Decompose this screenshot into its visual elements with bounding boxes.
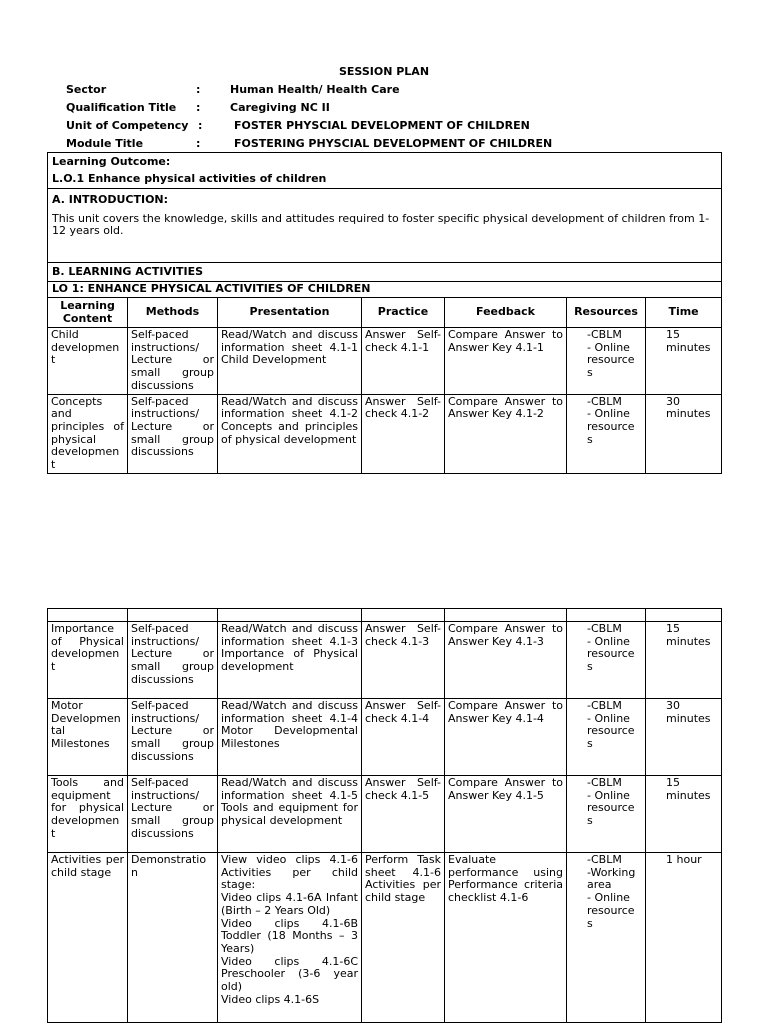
header-key: Unit of Competency [66, 119, 189, 132]
column-header-row [48, 298, 722, 328]
learning-activities-heading: B. LEARNING ACTIVITIES [48, 263, 722, 282]
cell-methods: Self-paced instructions/ Lecture or small group discussions [128, 622, 218, 699]
learning-outcome-lo: L.O.1 Enhance physical activities of children [52, 172, 327, 185]
empty-cell [218, 609, 362, 622]
empty-cell [48, 609, 128, 622]
learning-outcome-cell [48, 153, 722, 189]
header-value: FOSTERING PHYSCIAL DEVELOPMENT OF CHILDREN [234, 137, 553, 150]
cell-practice: Answer Self-check 4.1-1 [362, 328, 445, 395]
table-row [48, 776, 722, 853]
col-feedback: Feedback [445, 298, 567, 328]
empty-cell [362, 609, 445, 622]
learning-activities-row [48, 263, 722, 282]
cell-content: Motor Developmen tal Milestones [48, 699, 128, 776]
repeated-header-row [48, 609, 722, 622]
lo1-heading: LO 1: ENHANCE PHYSICAL ACTIVITIES OF CHILDREN [48, 282, 722, 298]
cell-resources: -CBLM - Online resource s [567, 622, 646, 699]
cell-time: 15 minutes [646, 622, 722, 699]
cell-presentation: Read/Watch and discuss information sheet 4.1-5 Tools and equipment for physical development [218, 776, 362, 853]
cell-resources: -CBLM - Online resource s [567, 394, 646, 473]
cell-resources: -CBLM - Online resource s [567, 699, 646, 776]
table-row [48, 394, 722, 473]
cell-content: Activities per child stage [48, 853, 128, 1023]
cell-practice: Answer Self-check 4.1-2 [362, 394, 445, 473]
table-row [48, 853, 722, 1023]
learning-outcome-row [48, 153, 722, 189]
cell-methods: Self-paced instructions/ Lecture or small group discussions [128, 394, 218, 473]
col-methods: Methods [128, 298, 218, 328]
table-row [48, 699, 722, 776]
cell-feedback: Compare Answer to Answer Key 4.1-4 [445, 699, 567, 776]
cell-time: 1 hour [646, 853, 722, 1023]
cell-time: 30 minutes [646, 699, 722, 776]
col-practice: Practice [362, 298, 445, 328]
empty-cell [445, 609, 567, 622]
header-colon: : [196, 101, 201, 114]
session-plan-table-continued [47, 608, 722, 1023]
cell-methods: Self-paced instructions/ Lecture or small group discussions [128, 328, 218, 395]
cell-resources: -CBLM -Working area - Online resource s [567, 853, 646, 1023]
col-resources: Resources [567, 298, 646, 328]
cell-presentation: View video clips 4.1-6 Activities per child stage: Video clips 4.1-6A Infant (Birth – 2 Years Old) Video clips 4.1-6B Toddler (18 Months – 3 Years) Video clips 4.1-6C Preschooler (3-6 year old) Video clips 4.1-6S [218, 853, 362, 1023]
col-presentation: Presentation [218, 298, 362, 328]
header-key: Module Title [66, 137, 144, 150]
session-plan-table [47, 152, 722, 474]
empty-cell [646, 609, 722, 622]
cell-content: Concepts and principles of physical developmen t [48, 394, 128, 473]
introduction-heading: A. INTRODUCTION: [52, 193, 169, 206]
cell-time: 30 minutes [646, 394, 722, 473]
cell-feedback: Compare Answer to Answer Key 4.1-3 [445, 622, 567, 699]
cell-content: Importance of Physical developmen t [48, 622, 128, 699]
cell-feedback: Compare Answer to Answer Key 4.1-5 [445, 776, 567, 853]
header-value: FOSTER PHYSCIAL DEVELOPMENT OF CHILDREN [234, 119, 530, 132]
cell-practice: Perform Task sheet 4.1-6 Activities per child stage [362, 853, 445, 1023]
cell-presentation: Read/Watch and discuss information sheet 4.1-3 Importance of Physical development [218, 622, 362, 699]
cell-time: 15 minutes [646, 776, 722, 853]
cell-methods: Self-paced instructions/ Lecture or small group discussions [128, 776, 218, 853]
cell-content: Tools and equipment for physical developmen t [48, 776, 128, 853]
empty-cell [128, 609, 218, 622]
header-key: Sector [66, 83, 107, 96]
cell-presentation: Read/Watch and discuss information sheet 4.1-2 Concepts and principles of physical development [218, 394, 362, 473]
header-key: Qualification Title [66, 101, 177, 114]
cell-practice: Answer Self-check 4.1-4 [362, 699, 445, 776]
cell-time: 15 minutes [646, 328, 722, 395]
introduction-row [48, 189, 722, 263]
cell-resources: -CBLM - Online resource s [567, 328, 646, 395]
cell-practice: Answer Self-check 4.1-3 [362, 622, 445, 699]
header-value: Human Health/ Health Care [230, 83, 400, 96]
lo1-row [48, 282, 722, 298]
cell-practice: Answer Self-check 4.1-5 [362, 776, 445, 853]
col-learning-content: Learning Content [48, 298, 128, 328]
cell-resources: -CBLM - Online resource s [567, 776, 646, 853]
cell-methods: Demonstratio n [128, 853, 218, 1023]
introduction-text: This unit covers the knowledge, skills and attitudes required to foster specific physical development of children from 1-12 years old. [52, 211, 710, 238]
header-colon: : [196, 83, 201, 96]
header-colon: : [196, 137, 201, 150]
header-value: Caregiving NC II [230, 101, 330, 114]
cell-presentation: Read/Watch and discuss information sheet 4.1-4 Motor Developmental Milestones [218, 699, 362, 776]
cell-feedback: Evaluate performance using Performance criteria checklist 4.1-6 [445, 853, 567, 1023]
cell-feedback: Compare Answer to Answer Key 4.1-2 [445, 394, 567, 473]
introduction-cell [48, 189, 722, 263]
cell-methods: Self-paced instructions/ Lecture or small group discussions [128, 699, 218, 776]
cell-content: Child developmen t [48, 328, 128, 395]
empty-cell [567, 609, 646, 622]
cell-presentation: Read/Watch and discuss information sheet 4.1-1 Child Development [218, 328, 362, 395]
table-row [48, 328, 722, 395]
session-plan-title: SESSION PLAN [338, 65, 430, 78]
cell-feedback: Compare Answer to Answer Key 4.1-1 [445, 328, 567, 395]
learning-outcome-label: Learning Outcome: [52, 155, 171, 168]
header-colon: : [198, 119, 203, 132]
table-row [48, 622, 722, 699]
col-time: Time [646, 298, 722, 328]
